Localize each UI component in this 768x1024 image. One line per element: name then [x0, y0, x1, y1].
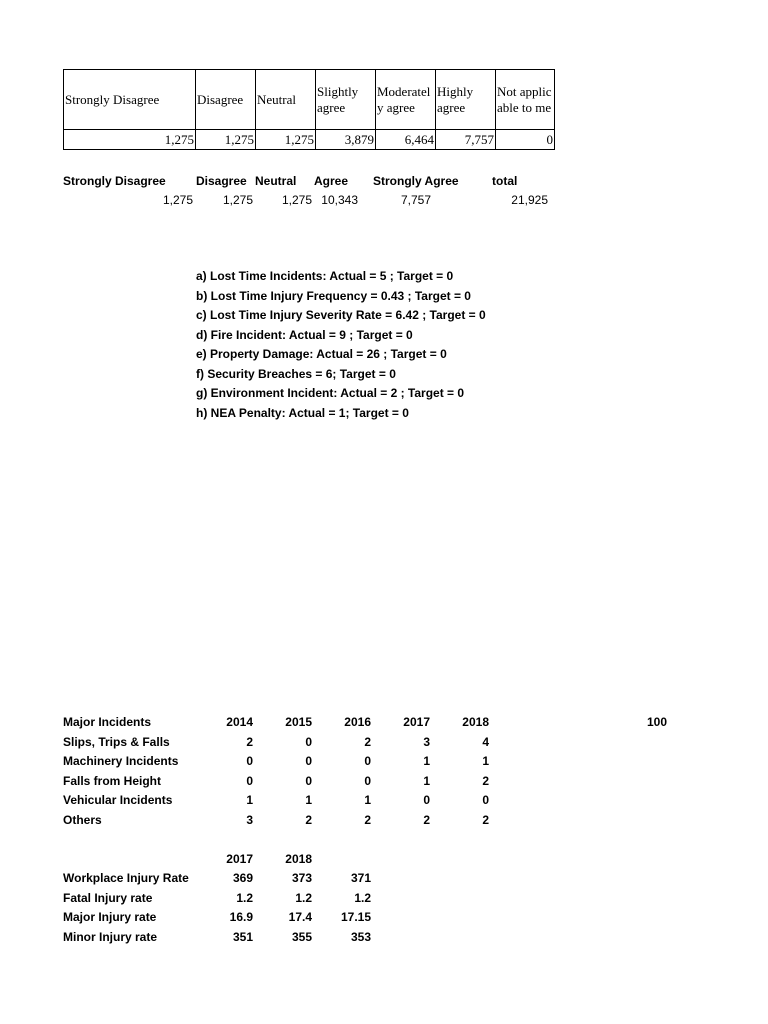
summary-header: total	[492, 174, 518, 188]
extra-value: 100	[646, 715, 667, 729]
incident-label: Others	[63, 813, 102, 827]
incident-value: 2	[246, 735, 253, 749]
survey-value-cell: 1,275	[256, 130, 316, 150]
rate-value: 373	[291, 871, 312, 885]
rate-value: 351	[232, 930, 253, 944]
survey-value-cell: 7,757	[436, 130, 496, 150]
survey-table	[63, 69, 555, 150]
survey-header-cell: Moderately agree	[376, 70, 436, 130]
summary-header: Agree	[314, 174, 349, 188]
summary-header: Disagree	[196, 174, 247, 188]
incident-value: 1	[246, 793, 253, 807]
kpi-item: g) Environment Incident: Actual = 2 ; Target = 0	[196, 386, 465, 400]
summary-value: 1,275	[281, 193, 312, 207]
rate-value: 371	[350, 871, 371, 885]
year-header: 2014	[226, 715, 253, 729]
incident-label: Machinery Incidents	[63, 754, 179, 768]
incident-label: Vehicular Incidents	[63, 793, 173, 807]
incident-value: 0	[423, 793, 430, 807]
rate-year-header: 2018	[285, 852, 312, 866]
survey-value-cell: 3,879	[316, 130, 376, 150]
incident-value: 0	[305, 774, 312, 788]
rate-value: 17.15	[340, 910, 371, 924]
survey-header-cell: Not applicable to me	[496, 70, 555, 130]
incident-value: 0	[364, 774, 371, 788]
incident-value: 0	[246, 774, 253, 788]
survey-value-cell: 1,275	[196, 130, 256, 150]
rate-value: 16.9	[229, 910, 253, 924]
incident-value: 3	[423, 735, 430, 749]
kpi-item: h) NEA Penalty: Actual = 1; Target = 0	[196, 406, 409, 420]
year-header: 2017	[403, 715, 430, 729]
survey-header-cell: Strongly Disagree	[64, 70, 196, 130]
incident-value: 2	[364, 735, 371, 749]
survey-header-cell: Disagree	[196, 70, 256, 130]
summary-value: 7,757	[400, 193, 431, 207]
rate-label: Workplace Injury Rate	[63, 871, 189, 885]
incident-value: 1	[482, 754, 489, 768]
incident-value: 2	[482, 813, 489, 827]
year-header: 2015	[285, 715, 312, 729]
survey-header-cell: Slightly agree	[316, 70, 376, 130]
survey-header-cell: Highly agree	[436, 70, 496, 130]
rate-value: 355	[291, 930, 312, 944]
year-header: 2018	[462, 715, 489, 729]
kpi-item: d) Fire Incident: Actual = 9 ; Target = 0	[196, 328, 413, 342]
survey-value-cell: 1,275	[64, 130, 196, 150]
incident-value: 2	[305, 813, 312, 827]
incident-value: 2	[364, 813, 371, 827]
summary-value: 21,925	[511, 193, 548, 207]
incident-value: 1	[364, 793, 371, 807]
summary-value: 1,275	[162, 193, 193, 207]
rate-label: Fatal Injury rate	[63, 891, 153, 905]
rate-value: 369	[232, 871, 253, 885]
summary-header: Strongly Agree	[373, 174, 459, 188]
incident-value: 4	[482, 735, 489, 749]
rate-value: 1.2	[354, 891, 371, 905]
rate-value: 353	[350, 930, 371, 944]
kpi-item: c) Lost Time Injury Severity Rate = 6.42 ; Target = 0	[196, 308, 486, 322]
survey-value-cell: 0	[496, 130, 555, 150]
rate-label: Minor Injury rate	[63, 930, 158, 944]
rate-year-header: 2017	[226, 852, 253, 866]
incident-label: Falls from Height	[63, 774, 162, 788]
incident-value: 1	[423, 754, 430, 768]
incident-value: 0	[482, 793, 489, 807]
kpi-item: a) Lost Time Incidents: Actual = 5 ; Target = 0	[196, 269, 454, 283]
rate-value: 1.2	[236, 891, 253, 905]
survey-value-row	[64, 130, 555, 150]
kpi-item: e) Property Damage: Actual = 26 ; Target = 0	[196, 347, 447, 361]
rate-value: 1.2	[295, 891, 312, 905]
incident-value: 0	[305, 754, 312, 768]
incident-value: 0	[246, 754, 253, 768]
incident-value: 0	[305, 735, 312, 749]
incident-value: 1	[305, 793, 312, 807]
incident-value: 2	[482, 774, 489, 788]
summary-header: Strongly Disagree	[63, 174, 166, 188]
rate-label: Major Injury rate	[63, 910, 157, 924]
rate-value: 17.4	[288, 910, 312, 924]
year-header: 2016	[344, 715, 371, 729]
incident-value: 0	[364, 754, 371, 768]
survey-header-row	[64, 70, 555, 130]
incident-value: 3	[246, 813, 253, 827]
survey-value-cell: 6,464	[376, 130, 436, 150]
summary-header: Neutral	[255, 174, 297, 188]
incident-label: Slips, Trips & Falls	[63, 735, 170, 749]
kpi-item: b) Lost Time Injury Frequency = 0.43 ; Target = 0	[196, 289, 471, 303]
survey-header-cell: Neutral	[256, 70, 316, 130]
incident-value: 1	[423, 774, 430, 788]
summary-value: 1,275	[222, 193, 253, 207]
summary-value: 10,343	[321, 193, 358, 207]
kpi-item: f) Security Breaches = 6; Target = 0	[196, 367, 396, 381]
major-incidents-title: Major Incidents	[63, 715, 152, 729]
incident-value: 2	[423, 813, 430, 827]
